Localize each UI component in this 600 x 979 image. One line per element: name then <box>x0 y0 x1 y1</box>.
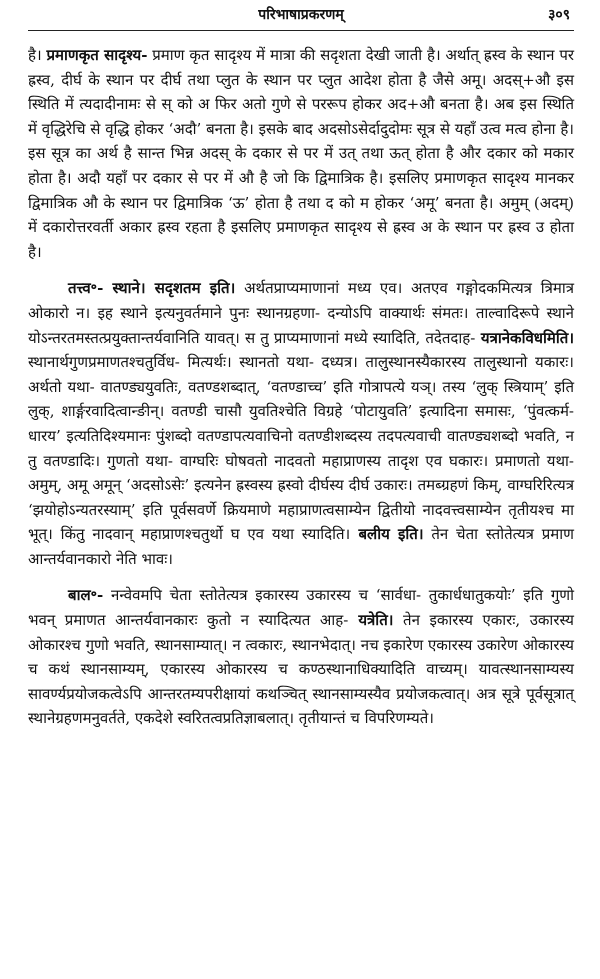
para3-term: बाल॰- <box>68 586 104 605</box>
para2-term2: यत्रानेकविधमिति। <box>475 328 575 347</box>
para3-indent <box>28 586 68 604</box>
para3-text-b: तेन इकारस्य एकारः, उकारस्य ओकारश्च गुणो भवति, स्थानसाम्यात्। न त्वकारः, स्थानभेदात्। नच इकारेण एकारस्य उकारेण ओकारस्य च कथं स्थानसाम्यम्, एकारस्य ओकारस्य च कण्ठस्थानाधिक्यादिति वाच्यम्। यावत्स्थानसाम्यस्य सावर्ण्यप्रयोजकत्वेऽपि आन्तरतम्यपरीक्षायां कथञ्चित् स्थानसाम्यस्यैव प्रयोजकत्वात्। अत्र सूत्रे पूर्वसूत्रात् स्थानेग्रहणमनुवर्तते, एकदेशे स्वरितत्वप्रतिज्ञाबलात्। तृतीयान्तं च विपरिणम्यते। <box>28 611 574 728</box>
para3-term2: यत्रेति। <box>348 611 394 630</box>
para2-text-b: स्थानार्थगुणप्रमाणतश्चतुर्विध- मित्यर्थः। स्थानतो यथा- दध्यत्र। तालुस्थानस्यैकारस्य तालुस्थानो यकारः। अर्थतो यथा- वातण्ड्ययुवतिः, वतण्डशब्दात्, ‘वतण्डाच्च’ इति गोत्रापत्ये यञ्। तस्य ‘लुक् स्त्रियाम्’ इति लुक्, शार्ङ्गरवादित्वान्ङीन्। वतण्डी चासौ युवतिश्चेति विग्रहे ‘पोटायुवति’ इत्यादिना समासः, ‘पुंवत्कर्म- धारय’ इत्यतिदिश्यमानः पुंशब्दो वतण्डापत्यवाचिनो वतण्डीशब्दस्य तदपत्यवाची वातण्ड्यशब्दो भवति, न तु वतण्डादिः। गुणतो यथा- वाग्घरिः घोषवतो नादवतो महाप्राणस्य तादृश एव घकारः। प्रमाणतो यथा- अमुम्, अमू अमून् ‘अदसोऽसेः’ इत्यनेन ह्रस्वस्य ह्रस्वो दीर्घस्य दीर्घ उकारः। तमब्ग्रहणं किम्, वाग्घरिरित्यत्र ‘झयोहोऽन्यतरस्याम्’ इति पूर्वसवर्णे क्रियमाणे महाप्राणत्वसाम्येन द्वितीयो नादवत्त्वसाम्येन तृतीयश्च मा भूत्। किंतु नादवान् महाप्राणश्चतुर्थो घ एव यथा स्यादिति। <box>28 353 574 544</box>
para1-text: प्रमाण कृत सादृश्य में मात्रा की सदृशता देखी जाती है। अर्थात् ह्रस्व के स्थान पर ह्रस्व, दीर्घ के स्थान पर दीर्घ तथा प्लुत के स्थान पर प्लुत आदेश होता है जैसे अमू। अदस्+औ इस स्थिति में त्यदादीनामः से स् को अ फिर अतो गुणे से पररूप होकर अद+औ बनता है। अब इस स्थिति में वृद्धिरेचि से वृद्धि होकर ‘अदौ’ बनता है। इसके बाद अदसोऽसेर्दादुदोमः सूत्र से यहाँ उत्व मत्व होना है। इस सूत्र का अर्थ है सान्त भिन्न अदस् के दकार से पर में उत् तथा ऊत् होता है और दकार को मकार होता है। अदौ यहाँ पर दकार से पर में औ है जो कि द्विमात्रिक है। इसलिए प्रमाणकृत सादृश्य मानकर द्विमात्रिक औ के स्थान पर द्विमात्रिक ‘ऊ’ होता है तथा द को म होकर ‘अमू’ बनता है। अमुम् (अदम्) में दकारोत्तरवर्ती अकार ह्रस्व रहता है इसलिए प्रमाणकृत सादृश्य से ह्रस्व अ के स्थान पर ह्रस्व उ होता है। <box>28 46 574 261</box>
para1-term: प्रमाणकृत सादृश्य- <box>46 46 148 64</box>
para2-indent <box>28 279 68 297</box>
page-number: ३०९ <box>548 7 570 23</box>
para2-term: तत्त्व॰- स्थाने। सदृशतम इति। <box>68 279 236 298</box>
running-header <box>28 0 574 31</box>
para3-text-a: नन्वेवमपि चेता स्तोतेत्यत्र इकारस्य उकारस्य च ‘सार्वधा- तुकार्धधातुकयोः’ इति गुणो भवन् प्रमाणत आन्तर्यवानकारः कुतो न स्यादित्यत आह- <box>28 586 574 630</box>
paragraph-gap <box>28 571 574 583</box>
para2-term3: बलीय इति। <box>350 525 424 544</box>
paragraph-gap <box>28 264 574 276</box>
chapter-title: परिभाषाप्रकरणम् <box>258 7 344 23</box>
paragraph-tattva <box>28 276 574 571</box>
para2-text-c: तेन चेता स्तोतेत्यत्र प्रमाण आन्तर्यवानकारो नेति भावः। <box>28 525 575 568</box>
paragraph-pramanakrta <box>28 43 574 264</box>
para2-text-a: अर्थतप्राप्यमाणानां मध्य एव। अतएव गङ्गोदकमित्यत्र त्रिमात्र ओकारो न। इह स्थाने इत्यनुवर्तमाने पुनः स्थानग्रहणा- दन्योऽपि वाक्यार्थः संमतः। ताल्वादिरूपे स्थाने योऽन्तरतमस्तत्प्रयुक्तान्तर्यवानिति यावत्। स तु प्राप्यमाणानां मध्ये स्यादिति, तदेतदाह- <box>28 279 574 347</box>
para1-lead: है। <box>28 46 42 64</box>
paragraph-bala <box>28 583 574 731</box>
